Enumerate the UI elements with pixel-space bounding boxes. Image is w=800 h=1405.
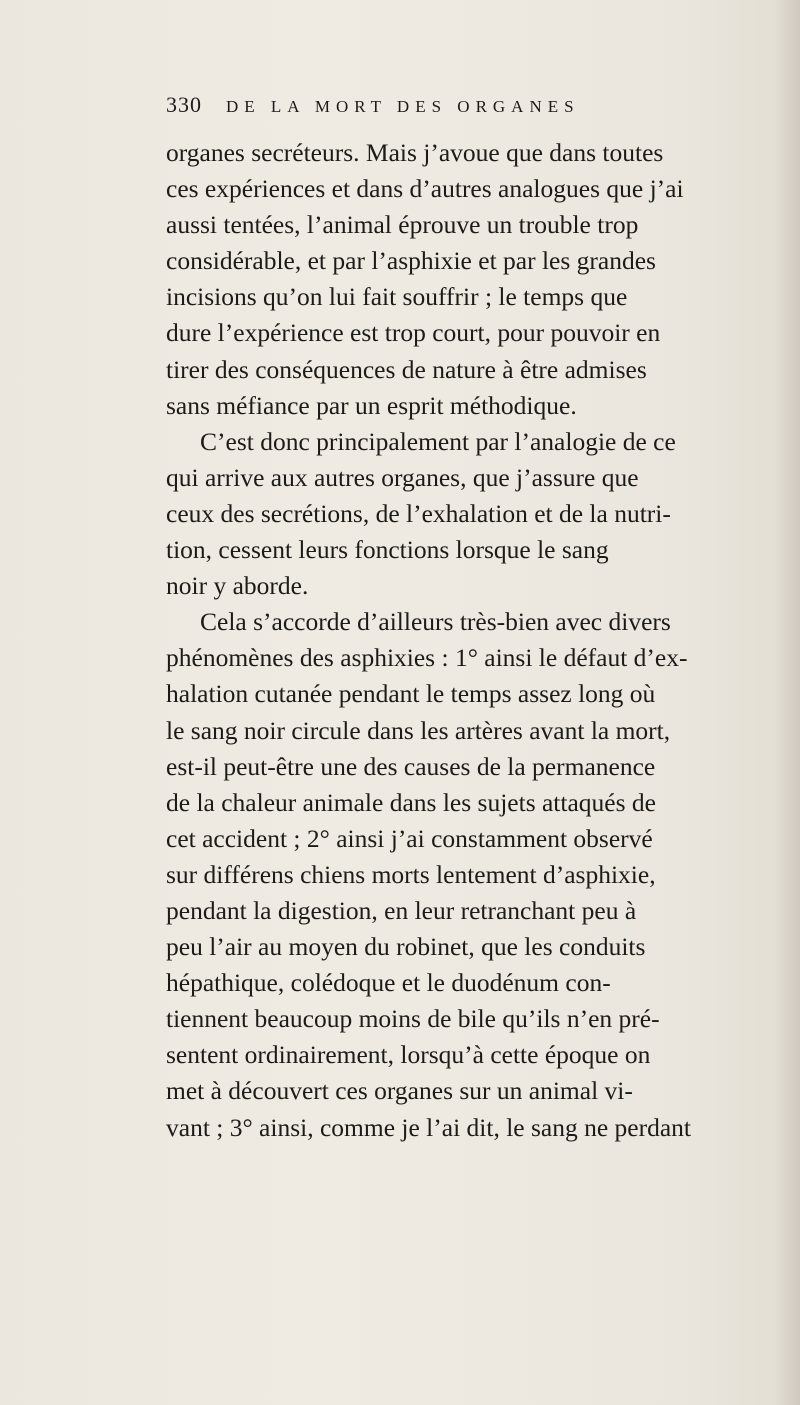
text-line: incisions qu’on lui fait souffrir ; le temps que [166,282,628,312]
text-line: dure l’expérience est trop court, pour pouvoir en [166,318,661,348]
text-line: pendant la digestion, en leur retranchant peu à [166,895,637,925]
text-line: peu l’air au moyen du robinet, que les conduits [166,932,646,962]
text-line: organes secréteurs. Mais j’avoue que dans toutes [166,138,664,167]
text-line: considérable, et par l’asphixie et par les grandes [166,246,656,276]
text-line: tirer des conséquences de nature à être admises [166,354,647,384]
page-edge-shadow [774,0,800,1405]
body-text [166,135,772,1146]
text-line: noir y aborde. [166,571,309,601]
text-line: vant ; 3° ainsi, comme je l’ai dit, le sang ne perdant [166,1112,692,1142]
text-line: phénomènes des asphixies : 1° ainsi le défaut d’ex- [166,643,688,673]
text-line: sans méfiance par un esprit méthodique. [166,390,577,420]
text-line: ceux des secrétions, de l’exhalation et de la nutri- [166,498,671,528]
text-line: de la chaleur animale dans les sujets attaqués de [166,787,656,817]
text-line: met à découvert ces organes sur un animal vi- [166,1076,633,1106]
text-line: aussi tentées, l’animal éprouve un trouble trop [166,210,639,240]
text-line: tiennent beaucoup moins de bile qu’ils n’en pré- [166,1004,660,1034]
text-line: hépathique, colédoque et le duodénum con- [166,968,611,998]
text-line: le sang noir circule dans les artères avant la mort, [166,715,671,745]
text-line: sentent ordinairement, lorsqu’à cette époque on [166,1040,651,1070]
running-title: DE LA MORT DES ORGANES [226,97,580,116]
text-line: est-il peut-être une des causes de la permanence [166,751,656,781]
text-line: qui arrive aux autres organes, que j’assure que [166,462,639,492]
paragraph-start-line: Cela s’accorde d’ailleurs très-bien avec divers [200,607,671,637]
page-header [166,92,580,126]
text-line: cet accident ; 2° ainsi j’ai constamment observé [166,823,653,853]
page-number: 330 [166,92,202,117]
paragraph-start-line: C’est donc principalement par l’analogie de ce [200,426,676,456]
text-line: halation cutanée pendant le temps assez long où [166,679,656,709]
text-line: ces expériences et dans d’autres analogues que j’ai [166,174,684,204]
text-line: tion, cessent leurs fonctions lorsque le sang [166,535,609,565]
text-line: sur différens chiens morts lentement d’asphixie, [166,859,656,889]
